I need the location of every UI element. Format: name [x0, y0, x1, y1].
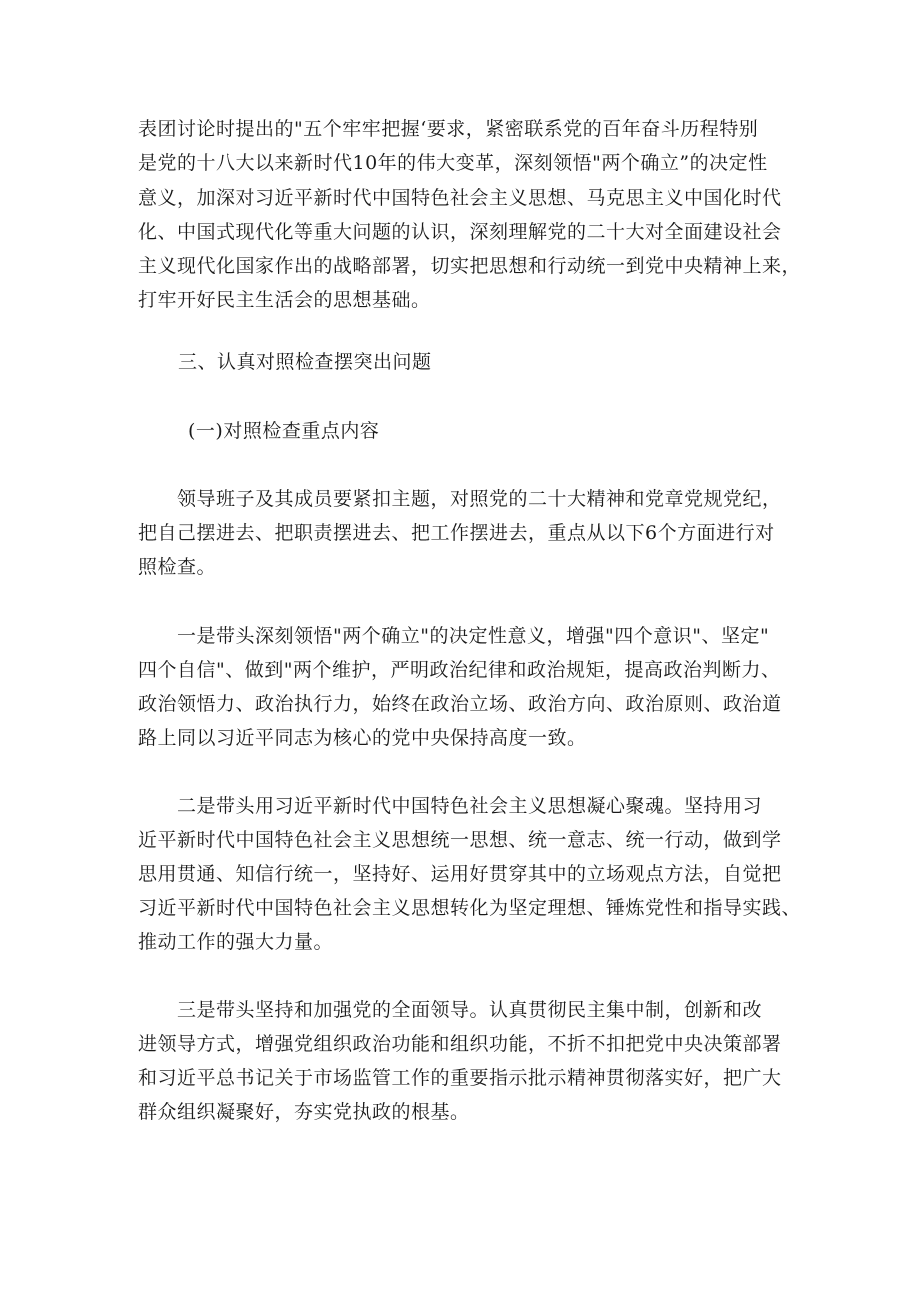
paragraph-line: 推动工作的强大力量。: [138, 931, 334, 953]
paragraph-line: 照检查。: [138, 556, 217, 578]
paragraph-line: 打牢开好民主生活会的思想基础。: [138, 289, 431, 311]
paragraph-line: 进领导方式，增强党组织政治功能和组织功能，不折不扣把党中央决策部署: [138, 1033, 782, 1055]
subsection-heading: (一)对照检查重点内容: [188, 420, 380, 442]
paragraph-line: 三是带头坚持和加强党的全面领导。认真贯彻民主集中制，创新和改: [177, 999, 763, 1021]
paragraph-line: 化、中国式现代化等重大问题的认识，深刻理解党的二十大对全面建设社会: [138, 221, 782, 243]
paragraph-line: 和习近平总书记关于市场监管工作的重要指示批示精神贯彻落实好，把广大: [138, 1067, 782, 1089]
paragraph-line: 二是带头用习近平新时代中国特色社会主义思想凝心聚魂。坚持用习: [177, 795, 763, 817]
paragraph-line: 主义现代化国家作出的战略部署，切实把思想和行动统一到党中央精神上来，: [138, 255, 802, 277]
paragraph-line: 近平新时代中国特色社会主义思想统一思想、统一意志、统一行动，做到学: [138, 829, 782, 851]
section-heading: 三、认真对照检查摆突出问题: [178, 351, 432, 373]
paragraph-line: 一是带头深刻领悟"两个确立"的决定性意义，增强"四个意识"、坚定": [177, 625, 770, 647]
paragraph-line: 政治领悟力、政治执行力，始终在政治立场、政治方向、政治原则、政治道: [138, 693, 782, 715]
paragraph-line: 群众组织凝聚好，夯实党执政的根基。: [138, 1101, 470, 1123]
paragraph-line: 是党的十八大以来新时代10年的伟大变革，深刻领悟"两个确立”的决定性: [138, 152, 768, 174]
paragraph-line: 四个自信"、做到"两个维护，严明政治纪律和政治规矩，提高政治判断力、: [138, 659, 781, 681]
paragraph-line: 思用贯通、知信行统一，坚持好、运用好贯穿其中的立场观点方法，自觉把: [138, 863, 782, 885]
paragraph-line: 意义，加深对习近平新时代中国特色社会主义思想、马克思主义中国化时代: [138, 187, 782, 209]
paragraph-line: 路上同以习近平同志为核心的党中央保持高度一致。: [138, 727, 587, 749]
paragraph-line: 表团讨论时提出的"五个牢牢把握‘要求，紧密联系党的百年奋斗历程特别: [138, 118, 759, 140]
paragraph-line: 领导班子及其成员要紧扣主题，对照党的二十大精神和党章党规党纪，: [177, 488, 782, 510]
paragraph-line: 把自己摆进去、把职责摆进去、把工作摆进去，重点从以下6个方面进行对: [138, 522, 775, 544]
paragraph-line: 习近平新时代中国特色社会主义思想转化为坚定理想、锤炼党性和指导实践、: [138, 897, 802, 919]
